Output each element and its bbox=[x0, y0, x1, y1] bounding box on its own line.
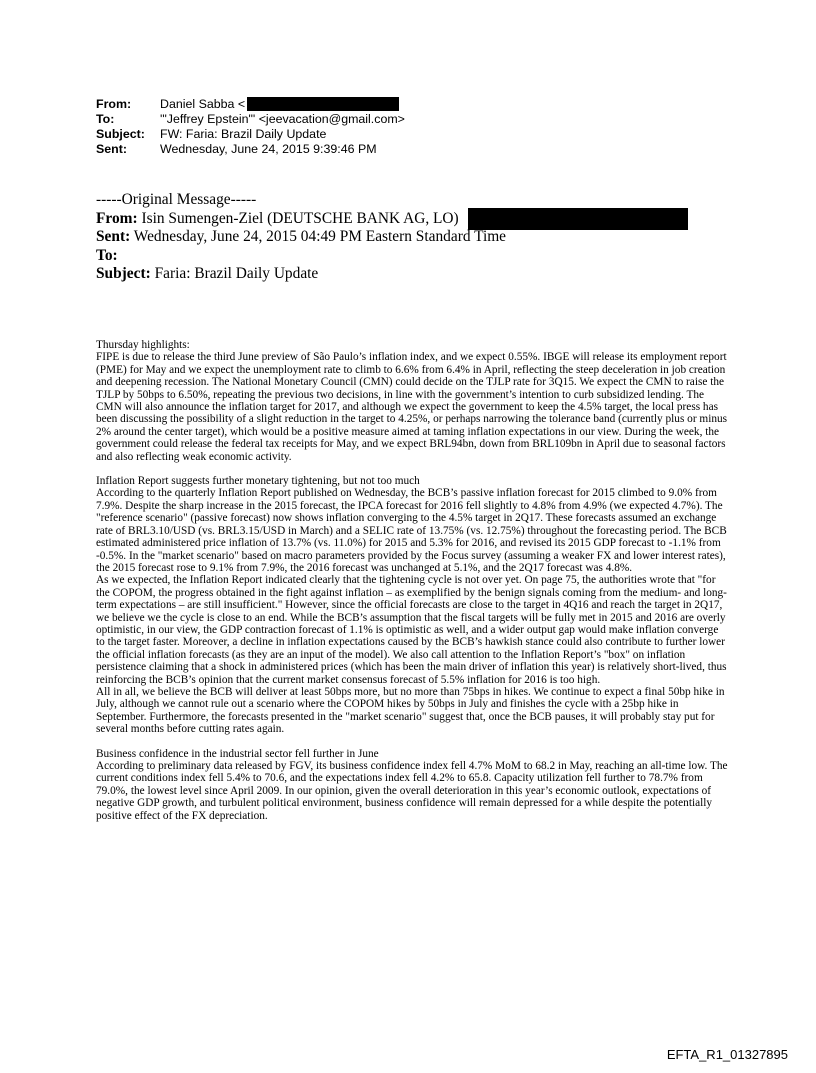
header-to-value: '"Jeffrey Epstein"' <jeevacation@gmail.com> bbox=[160, 112, 405, 126]
section-title: Business confidence in the industrial sector fell further in June bbox=[96, 747, 379, 760]
body-paragraph: According to preliminary data released by FGV, its business confidence index fell 4.7% MoM to 68.2 in May, reaching an all-time low. The current conditions index fell 5.4% to 70.6, and the expectations index fell 4.2% to 65.8. Capacity utilization fell further to 78.7% from 79.0%, the lowest level since April 2009. In our opinion, given the overall deterioration in this year’s economic outlook, expectations of negative GDP growth, and turbulent political environment, business confidence will remain depressed for a while despite the potentially positive effect of the FX depreciation. bbox=[96, 760, 728, 822]
original-subject-label: Subject: bbox=[96, 265, 151, 282]
header-sent-value: Wednesday, June 24, 2015 9:39:46 PM bbox=[160, 142, 377, 156]
header-subject-row bbox=[96, 127, 405, 142]
header-sent-row bbox=[96, 142, 405, 157]
body-paragraph: FIPE is due to release the third June preview of São Paulo’s inflation index, and we expect 0.55%. IBGE will release its employment report (PME) for May and we expect the unemployment rate to climb to 6.6% from 6.4% in April, reflecting the steep deceleration in job creation and deepening recession. The National Monetary Council (CMN) could decide on the TJLP rate for 3Q15. We expect the CMN to raise the TJLP by 50bps to 6.50%, repeating the previous two decisions, in line with the government’s intention to curb subsidized lending. The CMN will also announce the inflation target for 2017, and although we expect the government to keep the 4.5% target, the local press has been discussing the possibility of a slight reduction in the target to 4.25%, or perhaps narrowing the tolerance band (currently plus or minus 2% around the center target), which would be a positive measure aimed at taming inflation expectations in our view. During the week, the government could release the federal tax receipts for May, and we expect BRL94bn, down from BRL109bn in April due to seasonal factors and also reflecting weak economic activity. bbox=[96, 351, 728, 463]
redaction-bar bbox=[468, 208, 688, 230]
original-message-header bbox=[96, 191, 506, 284]
header-subject-value: FW: Faria: Brazil Daily Update bbox=[160, 127, 327, 141]
header-sent-label: Sent: bbox=[96, 142, 127, 156]
original-from-row bbox=[96, 210, 506, 229]
body-paragraph: As we expected, the Inflation Report indicated clearly that the tightening cycle is not over yet. On page 75, the authorities wrote that "for the COPOM, the progress obtained in the fight against inflation – as exemplified by the benign signals coming from the medium- and long-term expectations – are still insufficient." However, since the official forecasts are close to the target in 4Q16 and reach the target in 2Q17, we believe we the cycle is close to an end. While the BCB’s assumption that the fiscal targets will be fully met in 2015 and 2016 are overly optimistic, in our view, the GDP contraction forecast of 1.1% is optimistic as well, and a wider output gap would make inflation converge to the target faster. Moreover, a decline in inflation expectations caused by the BCB’s hawkish stance could also contribute to further lower the official inflation forecasts (as they are an input of the model). We also call attention to the Inflation Report’s "box" on inflation persistence claiming that a shock in administered prices (which has been the main driver of inflation this year) is relatively short-lived, thus reinforcing the BCB’s opinion that the current market consensus forecast of 5.5% inflation for 2016 is too high. bbox=[96, 574, 727, 686]
original-from-label: From: bbox=[96, 209, 138, 227]
original-to-label: To: bbox=[96, 246, 118, 264]
section-title: Thursday highlights: bbox=[96, 339, 190, 351]
body-paragraph: According to the quarterly Inflation Report published on Wednesday, the BCB’s passive inflation forecast for 2015 climbed to 9.0% from 7.9%. Despite the sharp increase in the 2015 forecast, the IPCA forecast for 2016 fell slightly to 4.8% from 4.9% (we expected 4.7%). The "reference scenario" (passive forecast) now shows inflation converging to the 4.5% target in 2Q17. These forecasts assumed an exchange rate of BRL3.10/USD (vs. BRL3.15/USD in March) and a SELIC rate of 13.75% (vs. 12.75%) throughout the forecasting period. The BCB estimated administered price inflation of 13.7% (vs. 11.0%) for 2015 and 5.3% for 2016, and revised its 2015 GDP forecast to -1.1% from -0.5%. In the "market scenario" based on macro parameters provided by the Focus survey (assuming a weaker FX and lower interest rates), the 2015 forecast rose to 9.1% from 7.9%, the 2016 forecast was unchanged at 5.1%, and the 2Q17 forecast was 4.8%. bbox=[96, 487, 727, 574]
header-to-row bbox=[96, 112, 405, 127]
original-sent-label: Sent: bbox=[96, 228, 131, 245]
header-subject-label: Subject: bbox=[96, 127, 145, 141]
body-paragraph: All in all, we believe the BCB will deliver at least 50bps more, but no more than 75bps in hikes. We continue to expect a final 50bp hike in July, although we cannot rule out a scenario where the COPOM hikes by 50bps in July and finishes the cycle with a 25bp hike in September. Furthermore, the forecasts presented in the "market scenario" suggest that, once the BCB pauses, it will probably stay put for several months before cutting rates again. bbox=[96, 685, 725, 736]
header-from-value: Daniel Sabba < bbox=[160, 97, 246, 111]
redaction-bar bbox=[247, 97, 399, 111]
header-to-label: To: bbox=[96, 112, 115, 126]
original-sent-row bbox=[96, 228, 506, 247]
original-sent-value: Wednesday, June 24, 2015 04:49 PM Eastern Standard Time bbox=[133, 228, 507, 245]
document-id: EFTA_R1_01327895 bbox=[666, 1047, 788, 1062]
email-header bbox=[96, 97, 405, 157]
original-subject-row bbox=[96, 265, 506, 284]
section-title: Inflation Report suggests further monetary tightening, but not too much bbox=[96, 475, 420, 488]
original-from-value: Isin Sumengen-Ziel (DEUTSCHE BANK AG, LO) bbox=[141, 209, 459, 227]
header-from-label: From: bbox=[96, 97, 132, 111]
original-to-row bbox=[96, 247, 506, 266]
original-message-divider: -----Original Message----- bbox=[96, 191, 257, 208]
header-from-row bbox=[96, 97, 405, 112]
email-body bbox=[96, 339, 728, 822]
original-subject-value: Faria: Brazil Daily Update bbox=[154, 265, 319, 282]
